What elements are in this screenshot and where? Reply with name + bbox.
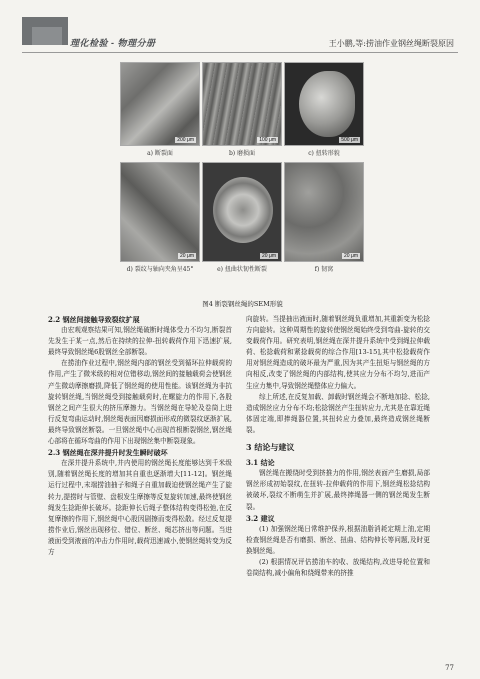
section-3-title: 3 结论与建议 [246, 442, 295, 453]
running-title: 王小鹏,等:捞油作业钢丝绳断裂原因 [328, 39, 454, 48]
section-3-2-title: 3.2 建议 [246, 513, 275, 523]
caption-f: f) 韧窝 [314, 266, 334, 273]
sem-panel-b: 100 μm [202, 62, 282, 146]
right-column [246, 314, 430, 579]
header-divider [22, 52, 458, 53]
sem-panel-c: 500 μm [284, 62, 364, 146]
section-3-1-title: 3.1 结论 [246, 458, 275, 468]
paragraph: 综上所述,在反复加载、卸载时钢丝绳会不断地加捻、松捻,造成钢丝应力分布不均;松捻钢丝产生扭转应力,尤其是在靠近绳体固定端,即捧绳器位置,其扭转应力叠加,最终造成钢丝绳断裂。 [246, 392, 430, 434]
caption-e: e) 扭曲状韧性断裂 [217, 266, 267, 273]
sem-panel-a: 200 μm [120, 62, 200, 146]
left-column [48, 314, 232, 558]
paragraph: (1) 加强钢丝绳日常维护保养,根据油脂消耗定期上油,定期检查钢丝绳是否有磨损、断丝、扭曲、结构伸长等问题,及时更换钢丝绳。 [246, 524, 430, 555]
paragraph: 由宏观观察结果可知,钢丝绳破断时绳体受力不均匀,断裂首先发生于某一点,然后在持续的拉伸-扭转载荷作用下迅速扩展,最终导致钢丝绳6股钢丝全部断裂。 [48, 326, 232, 357]
journal-logo-inner [32, 27, 62, 45]
paragraph: 在深井提升系统中,井内使用的钢丝绳长度能够达到千米级别,随着钢丝绳长度的增加其自重也逐渐增大[11-12]。钢丝绳运行过程中,末端捞油抽子和绳子自重加载迫使钢丝绳产生了旋转力,提捞时与管壁、盘根发生摩擦等反复旋转加速,最终使钢丝绳发生捻距伸长破坏。捻距伸长后绳子整体结构变得松弛,在反复摩擦的作用下,钢丝绳中心股因剧擦而变得松散。经过反复提捞作业后,钢丝出现移位、错位、断丝、绳芯挤出等问题。当进液面受到液面的冲击力作用时,载荷迅速减小,使钢丝绳转变为反方 [48, 459, 232, 556]
paragraph: (2) 根据情况评估捞油车的收、放绳结构,改进导轮位置和卷筒结构,减小偏角和绕绳带来的挤推 [246, 557, 430, 578]
caption-a: a) 断裂面 [147, 150, 173, 157]
page-number: 77 [445, 664, 454, 672]
section-2-3-title: 2.3 钢丝绳在深井提升时发生瞬时破坏 [48, 448, 168, 458]
caption-c: c) 扭转形貌 [308, 150, 340, 157]
section-2-2-title: 2.2 钢丝间接触导致裂纹扩展 [48, 315, 140, 324]
paragraph: 钢丝绳在搬绕时受到挤推力的作用,钢丝表面产生磨损,局部钢丝形成初始裂纹,在扭转-拉伸载荷的作用下,钢丝绳松捻结构被破坏,裂纹不断萌生并扩展,最终捧绳器一侧的钢丝绳发生断裂。 [246, 469, 430, 511]
paragraph: 向旋转。当提抽出液面时,随着钢丝绳负重增加,其重新变为松捻方向旋转。这种周期性的旋转使钢丝绳始终受到弯曲-旋转的交变载荷作用。研究表明,钢丝绳在深井提升系统中受到绳拉伸载荷、松捻载荷和紧捻载荷的综合作用[13-15],其中松捻载荷作用对钢丝绳造成的破坏最为严重,因为其产生扭矩与钢丝绳的方向相反,改变了钢丝绳的内部结构,使其应力分布不均匀,进而产生应力集中,导致钢丝绳整体应力偏大。 [246, 315, 430, 390]
page-header [0, 0, 480, 58]
paragraph: 在捞油作业过程中,钢丝绳内部的钢丝受到循环拉伸载荷的作用,产生了微米级的相对位错移动,钢丝间的接触载荷会使钢丝产生微动摩擦磨损,降低了钢丝绳的使用性能。该钢丝绳为非抗旋转钢丝绳,当钢丝绳受到接触载荷时,在螺旋力的作用下,各股钢丝之间产生很大的挤压摩擦力。当钢丝绳在导轮及卷筒上进行反复弯曲运动时,钢丝绳表面因磨损面形成的微裂纹逐渐扩展,最终导致钢丝断裂。一旦钢丝绳中心出现首根断裂钢丝,钢丝绳心部将在循环弯曲的作用下出现钢丝集中断裂现象。 [48, 359, 232, 446]
sem-panel-e: 20 μm [202, 162, 282, 262]
sem-panel-d: 20 μm [120, 162, 200, 262]
figure-caption: 图4 断裂钢丝绳的SEM形貌 [202, 300, 283, 308]
sem-panel-f: 20 μm [284, 162, 364, 262]
journal-name: 理化检验 - 物理分册 [70, 38, 156, 48]
caption-d: d) 裂纹与轴向夹角呈45° [126, 266, 194, 273]
caption-b: b) 磨损面 [228, 150, 256, 157]
